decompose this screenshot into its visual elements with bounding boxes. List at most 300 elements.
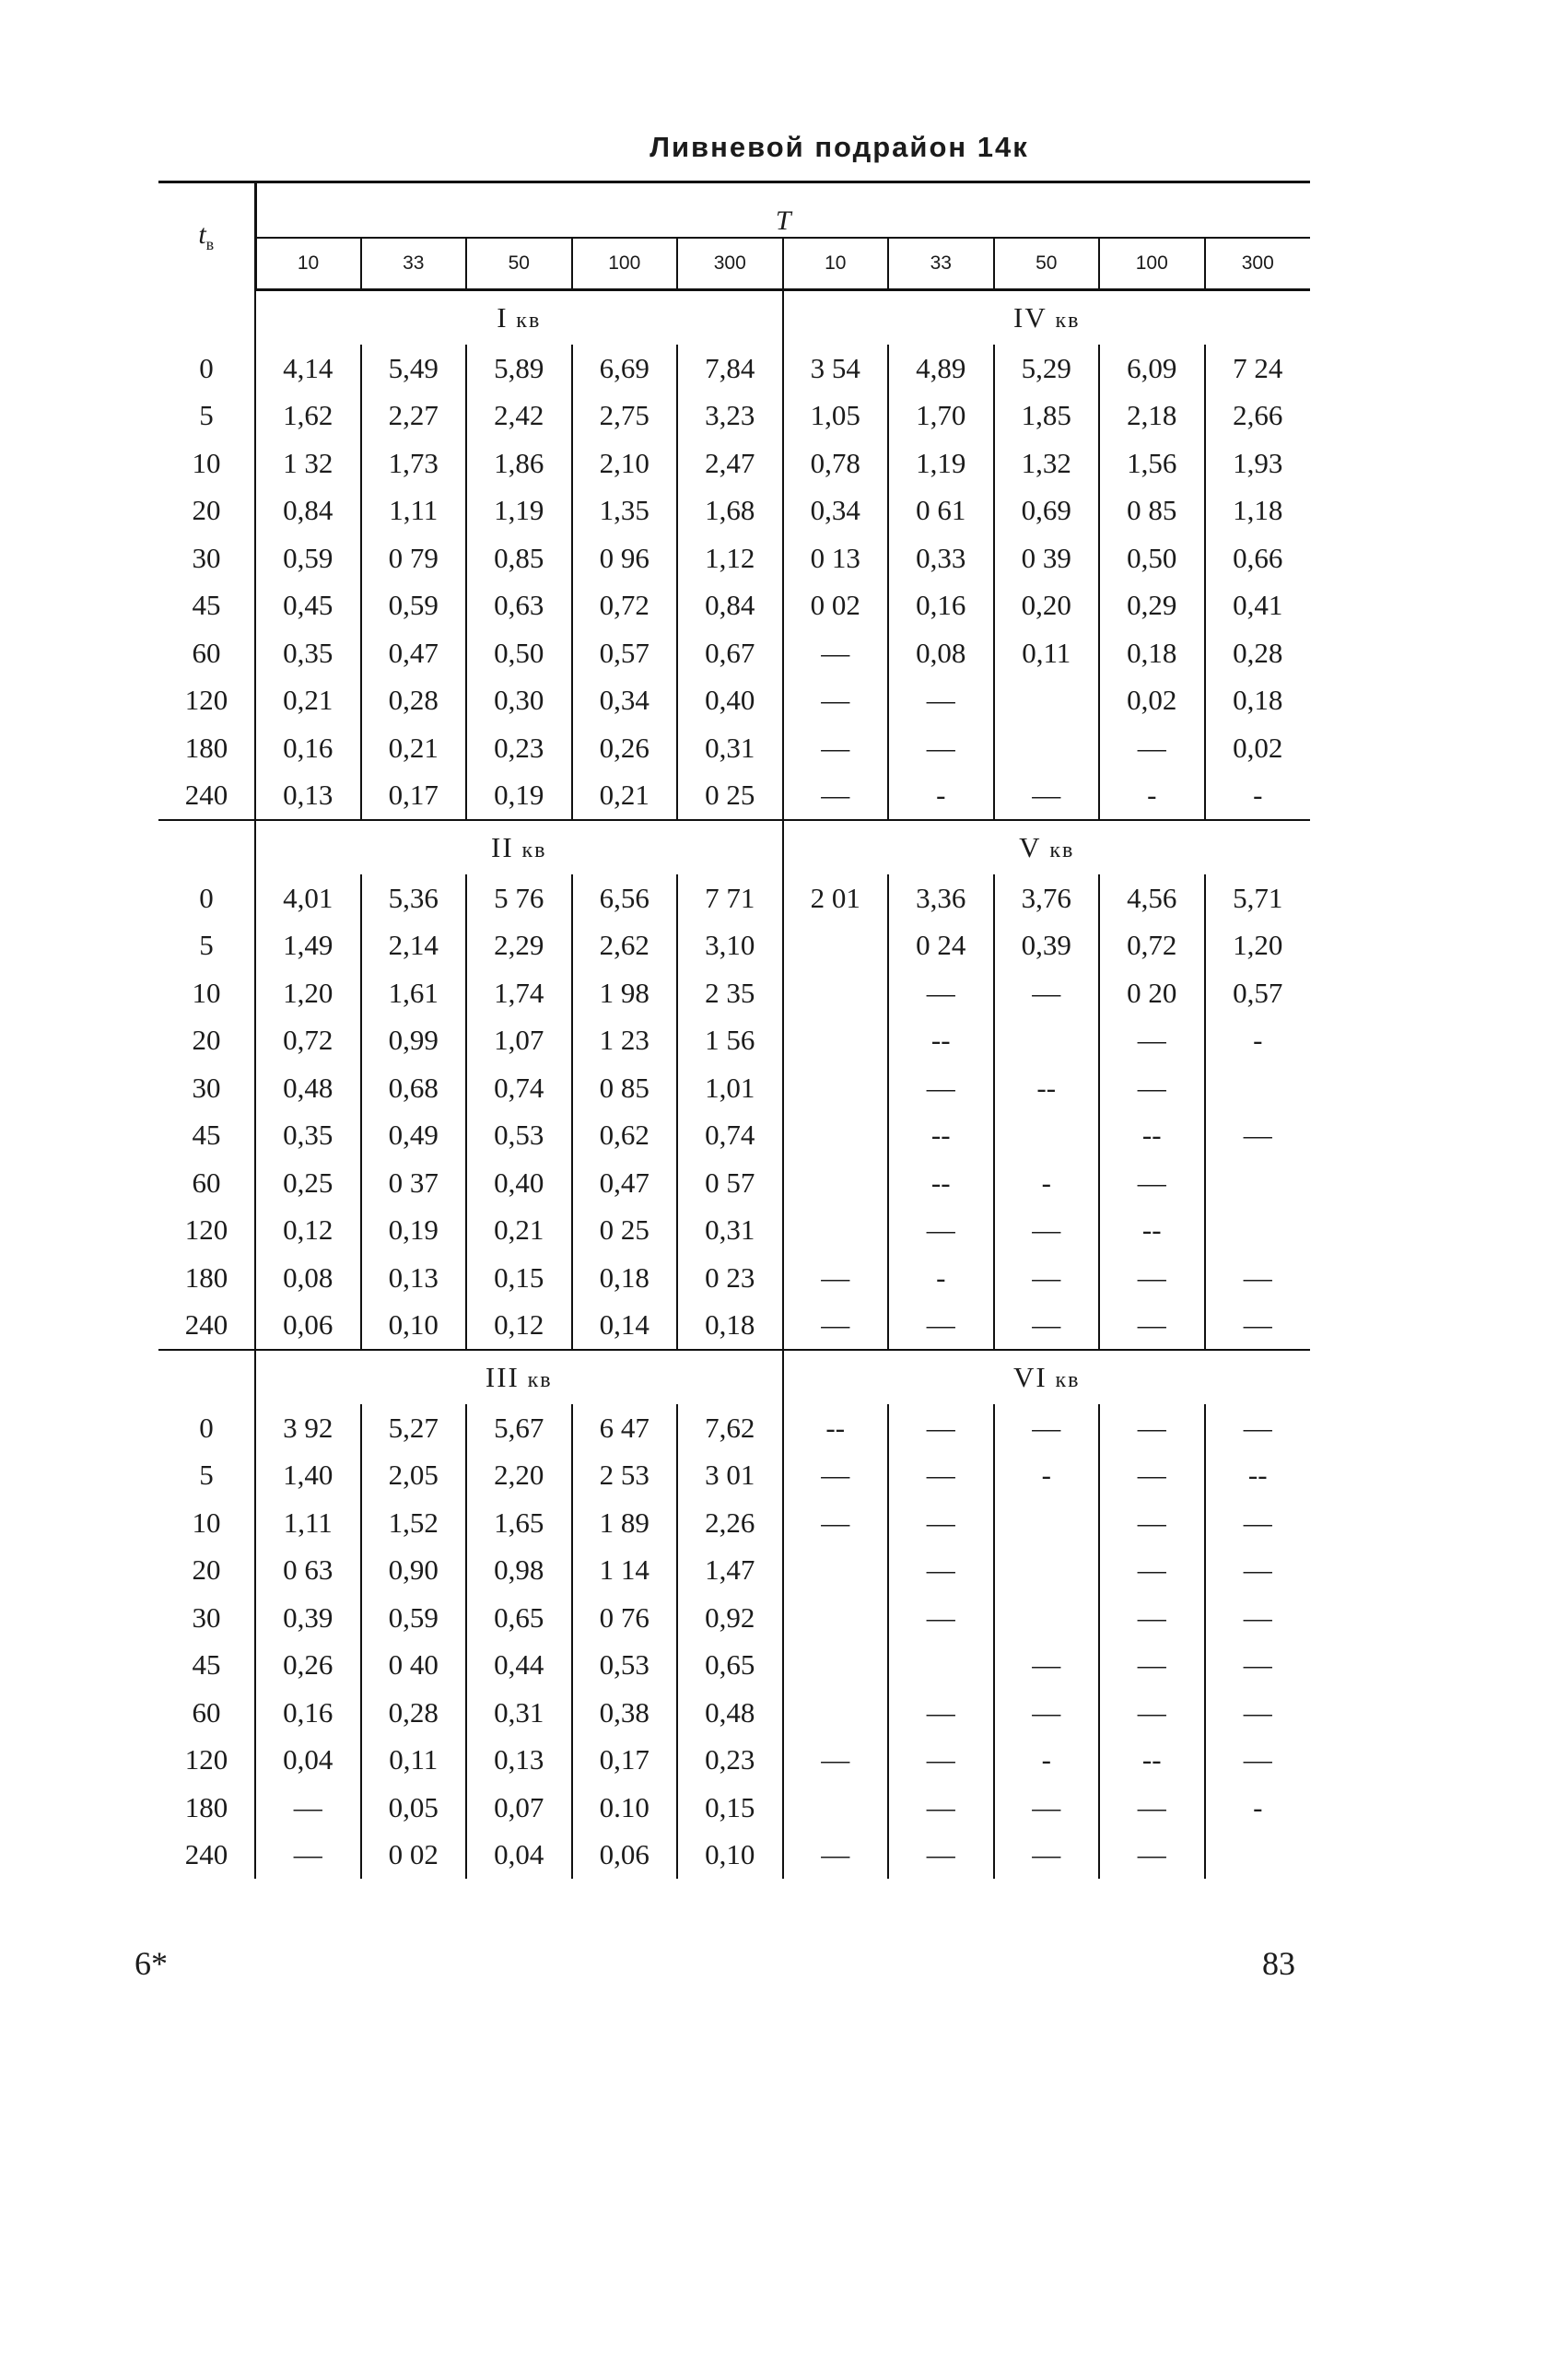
value-cell: — (783, 1832, 889, 1880)
value-cell: 1 23 (572, 1017, 678, 1065)
value-cell: 0,16 (888, 582, 994, 630)
value-cell: — (783, 772, 889, 821)
value-cell: 0.10 (572, 1784, 678, 1832)
value-cell: 2,62 (572, 922, 678, 970)
value-cell: 0,25 (255, 1159, 361, 1207)
value-cell (783, 1064, 889, 1112)
table-row (158, 1689, 1310, 1737)
duration-cell: 5 (199, 399, 214, 432)
value-cell: 2,18 (1099, 393, 1205, 440)
value-cell: 1,47 (677, 1547, 783, 1595)
duration-cell: 120 (184, 1743, 228, 1776)
value-cell: — (994, 1689, 1100, 1737)
table-row (158, 1159, 1310, 1207)
duration-cell: 10 (192, 1506, 221, 1539)
value-cell (783, 969, 889, 1017)
value-cell: — (888, 1404, 994, 1452)
value-cell: — (783, 1254, 889, 1302)
table-row (158, 874, 1310, 922)
value-cell: — (783, 1737, 889, 1785)
value-cell: 0 96 (572, 534, 678, 582)
value-cell: 0,31 (466, 1689, 572, 1737)
value-cell: 0,48 (677, 1689, 783, 1737)
zone-block (158, 1350, 1310, 1879)
value-cell: 2,14 (361, 922, 467, 970)
value-cell: 0,20 (994, 582, 1100, 630)
value-cell: 0,34 (572, 677, 678, 725)
value-cell: 0,28 (361, 677, 467, 725)
value-cell: 0,04 (255, 1737, 361, 1785)
duration-cell: 60 (192, 636, 221, 669)
value-cell: — (888, 1594, 994, 1642)
value-cell: 0,53 (572, 1642, 678, 1690)
value-cell: 1,35 (572, 487, 678, 535)
value-cell: 7 24 (1205, 345, 1311, 393)
zone-label-left: I кв (255, 290, 783, 346)
value-cell: — (783, 1499, 889, 1547)
value-cell: 0,28 (361, 1689, 467, 1737)
value-cell: 0 39 (994, 534, 1100, 582)
value-cell: 1,19 (888, 440, 994, 487)
value-cell: -- (1205, 1452, 1311, 1500)
value-cell: 0,17 (361, 772, 467, 821)
value-cell: 0,40 (677, 677, 783, 725)
table-header (158, 182, 1310, 290)
value-cell: 0 13 (783, 534, 889, 582)
duration-cell: 240 (184, 779, 228, 812)
value-cell: 7,62 (677, 1404, 783, 1452)
value-cell: 0,16 (255, 724, 361, 772)
value-cell: 1,12 (677, 534, 783, 582)
value-cell: 0,30 (466, 677, 572, 725)
value-cell: 6,09 (1099, 345, 1205, 393)
table-row (158, 487, 1310, 535)
value-cell (783, 1784, 889, 1832)
period-header: 33 (888, 238, 994, 290)
value-cell: — (994, 772, 1100, 821)
value-cell: 1,11 (255, 1499, 361, 1547)
value-cell: — (1099, 1159, 1205, 1207)
value-cell: 5 76 (466, 874, 572, 922)
value-cell: 0 40 (361, 1642, 467, 1690)
value-cell: 0,23 (466, 724, 572, 772)
value-cell: 0 79 (361, 534, 467, 582)
value-cell: 0,23 (677, 1737, 783, 1785)
zone-label-row (158, 1350, 1310, 1404)
value-cell (783, 1689, 889, 1737)
value-cell: -- (888, 1112, 994, 1160)
value-cell: 1,85 (994, 393, 1100, 440)
value-cell: 0,47 (572, 1159, 678, 1207)
value-cell: 0,31 (677, 1207, 783, 1255)
value-cell: 0,72 (572, 582, 678, 630)
value-cell: 2,66 (1205, 393, 1311, 440)
value-cell: 3,76 (994, 874, 1100, 922)
value-cell: 0,53 (466, 1112, 572, 1160)
value-cell: — (1099, 1064, 1205, 1112)
value-cell: 0,21 (255, 677, 361, 725)
value-cell: 0,38 (572, 1689, 678, 1737)
period-group-header: T (255, 182, 1310, 239)
value-cell: 0,31 (677, 724, 783, 772)
value-cell: 0 20 (1099, 969, 1205, 1017)
value-cell: 0,49 (361, 1112, 467, 1160)
value-cell: — (255, 1832, 361, 1880)
value-cell: — (1099, 1832, 1205, 1880)
value-cell: — (888, 677, 994, 725)
table-row (158, 724, 1310, 772)
value-cell: 0,50 (466, 629, 572, 677)
value-cell: -- (1099, 1207, 1205, 1255)
value-cell: 0,59 (361, 1594, 467, 1642)
value-cell: 0,05 (361, 1784, 467, 1832)
value-cell: — (1099, 1784, 1205, 1832)
value-cell: 1 32 (255, 440, 361, 487)
value-cell (888, 1642, 994, 1690)
value-cell: 0,18 (572, 1254, 678, 1302)
value-cell: — (1205, 1404, 1311, 1452)
value-cell: — (1205, 1547, 1311, 1595)
duration-cell: 240 (184, 1838, 228, 1871)
value-cell: — (1205, 1689, 1311, 1737)
value-cell: 0 02 (361, 1832, 467, 1880)
value-cell: 1,40 (255, 1452, 361, 1500)
value-cell: — (1205, 1642, 1311, 1690)
value-cell: 1,05 (783, 393, 889, 440)
period-header-row (158, 238, 1310, 290)
value-cell: 0,13 (361, 1254, 467, 1302)
table-row (158, 1499, 1310, 1547)
period-header: 100 (1099, 238, 1205, 290)
value-cell: 0,12 (255, 1207, 361, 1255)
table-row (158, 1017, 1310, 1065)
duration-cell: 120 (184, 684, 228, 717)
value-cell: 0 24 (888, 922, 994, 970)
value-cell (1205, 1159, 1311, 1207)
value-cell (994, 1594, 1100, 1642)
value-cell: 5,29 (994, 345, 1100, 393)
value-cell: 0 25 (572, 1207, 678, 1255)
duration-cell: 5 (199, 929, 214, 962)
table-row (158, 1302, 1310, 1351)
table-row (158, 677, 1310, 725)
zone-label-right: IV кв (783, 290, 1311, 346)
value-cell: - (888, 1254, 994, 1302)
value-cell: 0,65 (677, 1642, 783, 1690)
value-cell: — (994, 969, 1100, 1017)
value-cell: 0,21 (466, 1207, 572, 1255)
value-cell: 0,44 (466, 1642, 572, 1690)
period-header: 10 (783, 238, 889, 290)
value-cell: 5,27 (361, 1404, 467, 1452)
row-label-header: $t_в$ (158, 182, 255, 290)
value-cell: 1,61 (361, 969, 467, 1017)
value-cell: 0 25 (677, 772, 783, 821)
value-cell: 0,06 (255, 1302, 361, 1351)
table-row (158, 969, 1310, 1017)
value-cell: - (1205, 772, 1311, 821)
table-row (158, 582, 1310, 630)
table-row (158, 772, 1310, 821)
value-cell: 0,67 (677, 629, 783, 677)
value-cell: 7 71 (677, 874, 783, 922)
value-cell: — (1099, 1404, 1205, 1452)
duration-cell: 120 (184, 1213, 228, 1247)
duration-cell: 30 (192, 541, 221, 574)
value-cell: 0,17 (572, 1737, 678, 1785)
value-cell: — (255, 1784, 361, 1832)
value-cell: 2,42 (466, 393, 572, 440)
value-cell: — (1205, 1302, 1311, 1351)
value-cell: 0,59 (361, 582, 467, 630)
value-cell: -- (888, 1159, 994, 1207)
value-cell: 1,86 (466, 440, 572, 487)
value-cell: 0,15 (466, 1254, 572, 1302)
value-cell: 0,10 (677, 1832, 783, 1880)
value-cell: 1,65 (466, 1499, 572, 1547)
duration-cell: 60 (192, 1166, 221, 1199)
value-cell: 0,12 (466, 1302, 572, 1351)
value-cell (1205, 1207, 1311, 1255)
value-cell: 0,63 (466, 582, 572, 630)
value-cell: — (1099, 1254, 1205, 1302)
value-cell: 1,56 (1099, 440, 1205, 487)
value-cell: — (783, 1302, 889, 1351)
value-cell: 0,90 (361, 1547, 467, 1595)
period-header: 300 (677, 238, 783, 290)
table-row (158, 1112, 1310, 1160)
value-cell: 0,48 (255, 1064, 361, 1112)
value-cell: 0,72 (255, 1017, 361, 1065)
value-cell: 0,28 (1205, 629, 1311, 677)
period-header: 50 (994, 238, 1100, 290)
value-cell: 3 01 (677, 1452, 783, 1500)
footer-signature-mark: 6* (135, 1945, 168, 1982)
value-cell: 2 35 (677, 969, 783, 1017)
value-cell: — (1099, 1594, 1205, 1642)
value-cell: 0,19 (361, 1207, 467, 1255)
value-cell: 0,69 (994, 487, 1100, 535)
value-cell: 0,33 (888, 534, 994, 582)
value-cell: 0,47 (361, 629, 467, 677)
value-cell: 3 92 (255, 1404, 361, 1452)
value-cell: 0,59 (255, 534, 361, 582)
value-cell: 1,70 (888, 393, 994, 440)
value-cell: — (783, 724, 889, 772)
table-row (158, 1832, 1310, 1880)
value-cell: 0,02 (1099, 677, 1205, 725)
value-cell: — (888, 1737, 994, 1785)
value-cell: 5,71 (1205, 874, 1311, 922)
value-cell: 0,72 (1099, 922, 1205, 970)
duration-cell: 5 (199, 1459, 214, 1492)
table-row (158, 1547, 1310, 1595)
value-cell: - (888, 772, 994, 821)
duration-cell: 45 (192, 1119, 221, 1152)
period-header: 300 (1205, 238, 1311, 290)
value-cell: 1,20 (255, 969, 361, 1017)
table-row (158, 1064, 1310, 1112)
duration-cell: 10 (192, 976, 221, 1009)
value-cell: 0,35 (255, 629, 361, 677)
value-cell: 5,49 (361, 345, 467, 393)
table-row (158, 345, 1310, 393)
value-cell: 1,18 (1205, 487, 1311, 535)
value-cell: — (888, 1207, 994, 1255)
value-cell: — (888, 969, 994, 1017)
value-cell: 1,62 (255, 393, 361, 440)
value-cell: 0,13 (255, 772, 361, 821)
period-header: 100 (572, 238, 678, 290)
value-cell: 0 85 (1099, 487, 1205, 535)
value-cell: — (1099, 1642, 1205, 1690)
value-cell: 0,11 (994, 629, 1100, 677)
value-cell (783, 1207, 889, 1255)
duration-cell: 45 (192, 589, 221, 622)
value-cell: 0,14 (572, 1302, 678, 1351)
value-cell: 0,74 (466, 1064, 572, 1112)
value-cell: 6,56 (572, 874, 678, 922)
value-cell: — (1205, 1499, 1311, 1547)
duration-cell: 45 (192, 1648, 221, 1682)
value-cell: 5,89 (466, 345, 572, 393)
duration-cell: 180 (184, 1260, 228, 1294)
duration-cell: 0 (199, 351, 214, 384)
table-row (158, 1254, 1310, 1302)
value-cell: 0,26 (255, 1642, 361, 1690)
value-cell: — (994, 1832, 1100, 1880)
value-cell: 4,14 (255, 345, 361, 393)
value-cell (783, 1017, 889, 1065)
value-cell: — (994, 1404, 1100, 1452)
value-cell: — (888, 1832, 994, 1880)
value-cell (994, 1112, 1100, 1160)
value-cell: — (994, 1254, 1100, 1302)
value-cell: 1,74 (466, 969, 572, 1017)
table-row (158, 922, 1310, 970)
zone-label-row (158, 820, 1310, 874)
value-cell: - (994, 1159, 1100, 1207)
value-cell: 1,49 (255, 922, 361, 970)
value-cell: -- (1099, 1112, 1205, 1160)
table-row (158, 1737, 1310, 1785)
duration-cell: 10 (192, 446, 221, 479)
table-row (158, 440, 1310, 487)
value-cell: — (888, 1452, 994, 1500)
zone-block (158, 290, 1310, 821)
value-cell: 1,93 (1205, 440, 1311, 487)
value-cell: 0,57 (1205, 969, 1311, 1017)
value-cell: - (1205, 1784, 1311, 1832)
value-cell: — (1099, 1499, 1205, 1547)
value-cell: 0,74 (677, 1112, 783, 1160)
value-cell: 6 47 (572, 1404, 678, 1452)
value-cell: 0,18 (1099, 629, 1205, 677)
value-cell: 0,16 (255, 1689, 361, 1737)
duration-cell: 240 (184, 1308, 228, 1342)
value-cell: 0,18 (1205, 677, 1311, 725)
value-cell: 3,10 (677, 922, 783, 970)
value-cell: 0,08 (888, 629, 994, 677)
table-row (158, 1594, 1310, 1642)
value-cell: 3 54 (783, 345, 889, 393)
table-row (158, 1404, 1310, 1452)
duration-cell: 60 (192, 1695, 221, 1729)
value-cell: -- (783, 1404, 889, 1452)
value-cell: -- (888, 1017, 994, 1065)
duration-cell: 20 (192, 494, 221, 527)
value-cell (994, 677, 1100, 725)
value-cell: 0,34 (783, 487, 889, 535)
value-cell: — (1099, 1547, 1205, 1595)
value-cell: 0,13 (466, 1737, 572, 1785)
value-cell: 0 37 (361, 1159, 467, 1207)
value-cell: 0,39 (994, 922, 1100, 970)
page-title: Ливневой подрайон 14к (649, 131, 1029, 163)
value-cell: - (994, 1737, 1100, 1785)
value-cell: 5,36 (361, 874, 467, 922)
value-cell: 0,85 (466, 534, 572, 582)
value-cell: 0,29 (1099, 582, 1205, 630)
value-cell: 0,08 (255, 1254, 361, 1302)
value-cell: 0,92 (677, 1594, 783, 1642)
value-cell: — (1099, 1302, 1205, 1351)
table-row (158, 393, 1310, 440)
value-cell: — (1099, 1689, 1205, 1737)
value-cell: — (1099, 1017, 1205, 1065)
duration-cell: 20 (192, 1553, 221, 1587)
table-row (158, 1784, 1310, 1832)
value-cell (994, 724, 1100, 772)
value-cell: - (1205, 1017, 1311, 1065)
value-cell: — (783, 1452, 889, 1500)
value-cell: 0,98 (466, 1547, 572, 1595)
value-cell: 0 23 (677, 1254, 783, 1302)
value-cell: — (888, 1547, 994, 1595)
value-cell (994, 1499, 1100, 1547)
value-cell (783, 1594, 889, 1642)
value-cell (783, 1547, 889, 1595)
value-cell: 0,19 (466, 772, 572, 821)
value-cell: 4,01 (255, 874, 361, 922)
duration-cell: 180 (184, 1790, 228, 1823)
period-header: 50 (466, 238, 572, 290)
value-cell: 7,84 (677, 345, 783, 393)
value-cell: 0 02 (783, 582, 889, 630)
value-cell: — (1205, 1254, 1311, 1302)
value-cell: 0,62 (572, 1112, 678, 1160)
value-cell: — (1205, 1737, 1311, 1785)
value-cell: - (994, 1452, 1100, 1500)
duration-cell: 30 (192, 1071, 221, 1104)
value-cell: 2,47 (677, 440, 783, 487)
table-row (158, 629, 1310, 677)
value-cell: — (994, 1302, 1100, 1351)
value-cell (783, 922, 889, 970)
value-cell: — (888, 1064, 994, 1112)
duration-cell: 0 (199, 1411, 214, 1444)
value-cell (783, 1642, 889, 1690)
value-cell (1205, 1832, 1311, 1880)
value-cell: 3,23 (677, 393, 783, 440)
value-cell (783, 1112, 889, 1160)
value-cell: — (1205, 1112, 1311, 1160)
value-cell: 2,05 (361, 1452, 467, 1500)
period-header: 33 (361, 238, 467, 290)
table-row (158, 1207, 1310, 1255)
duration-cell: 180 (184, 731, 228, 764)
value-cell: 1,11 (361, 487, 467, 535)
